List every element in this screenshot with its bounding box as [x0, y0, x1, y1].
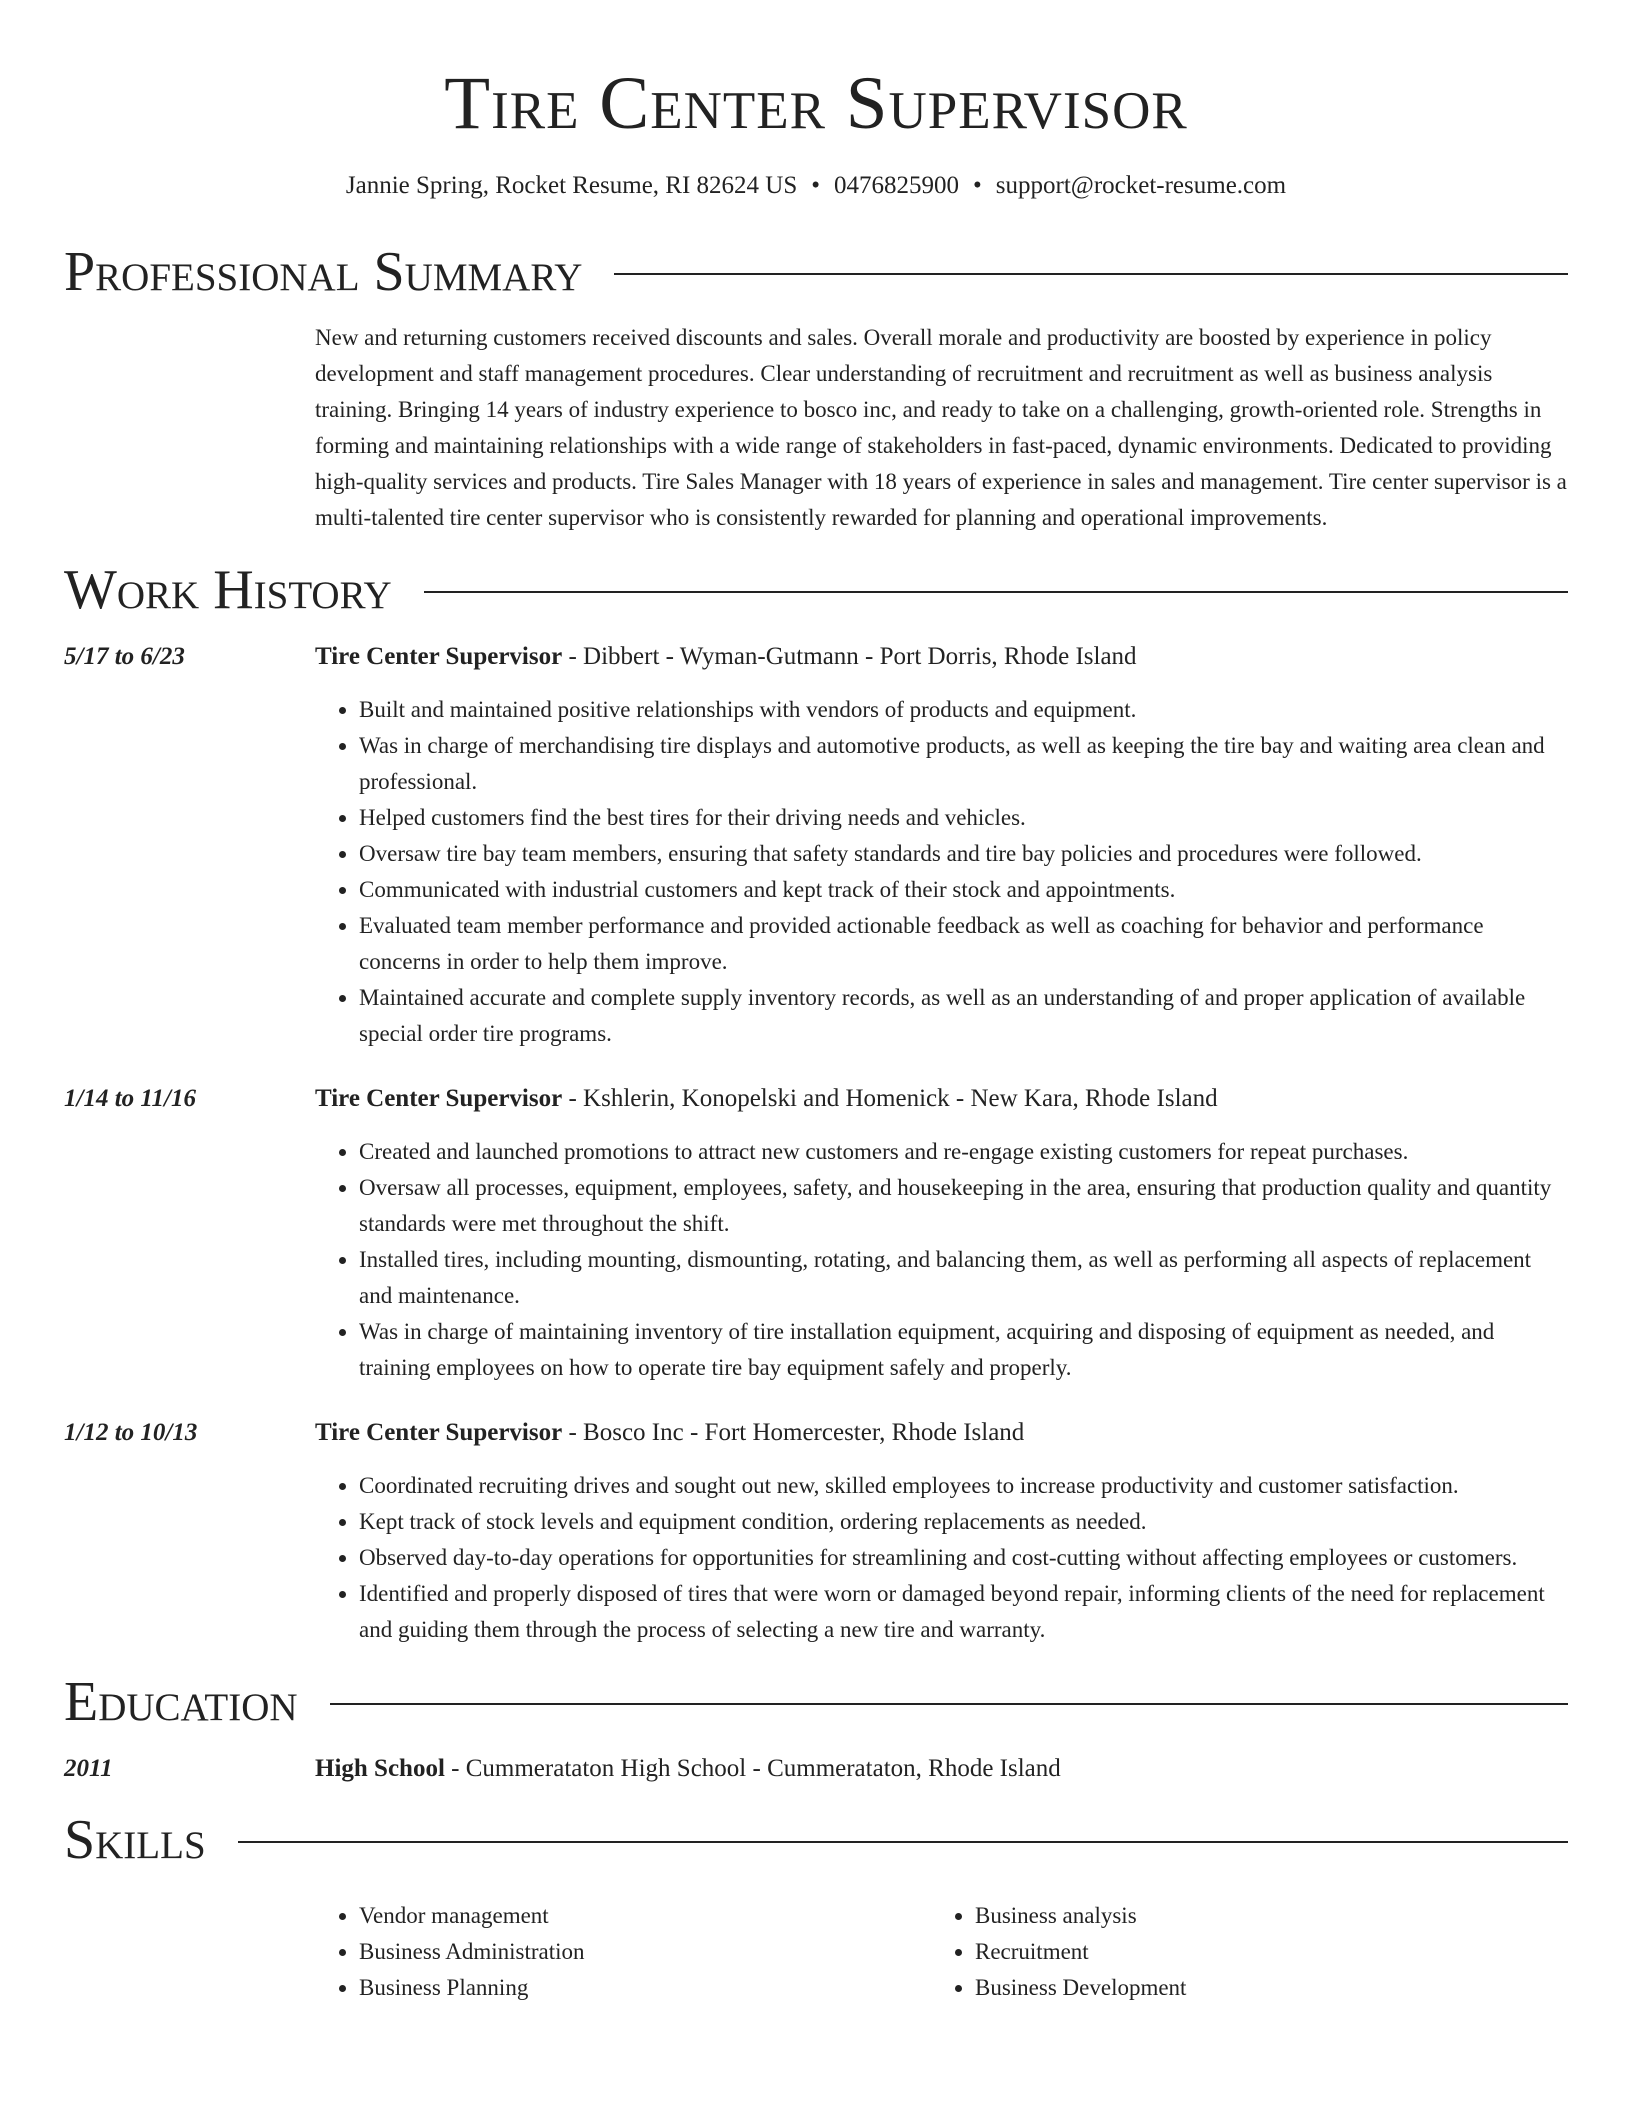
job-bullet: • Helped customers find the best tires for their driving needs and vehicles.	[359, 800, 1568, 836]
contact-separator: •	[973, 172, 982, 199]
contact-phone: 0476825900	[834, 172, 960, 199]
skill-item: • Business Planning	[359, 1970, 931, 2006]
section-title-skills: Skills	[64, 1809, 206, 1871]
resume-name: Tire Center Supervisor	[444, 62, 1188, 145]
skills-bullets	[315, 1898, 931, 2006]
job-bullet: • Installed tires, including mounting, dismounting, rotating, and balancing them, as well as performing all aspects of replacement and maintenance.	[359, 1242, 1568, 1314]
job-date: 5/17 to 6/23	[64, 643, 185, 670]
job-entry	[64, 640, 1568, 1052]
job-bullet: • Was in charge of maintaining inventory of tire installation equipment, acquiring and disposing of equipment as needed, and training employees on how to operate tire bay equipment safely and properly.	[359, 1314, 1568, 1386]
education-section	[64, 1670, 1568, 1786]
education-entry	[64, 1752, 1568, 1786]
job-bullet: • Observed day-to-day operations for opportunities for streamlining and cost-cutting without affecting employees or customers.	[359, 1540, 1568, 1576]
job-details: - Kshlerin, Konopelski and Homenick - New Kara, Rhode Island	[562, 1085, 1218, 1112]
job-body	[315, 1082, 1568, 1386]
job-date: 1/12 to 10/13	[64, 1419, 198, 1446]
job-bullet: • Coordinated recruiting drives and sought out new, skilled employees to increase productivity and customer satisfaction.	[359, 1468, 1568, 1504]
job-entry	[64, 1082, 1568, 1386]
contact-separator: •	[811, 172, 821, 199]
section-title-education: Education	[64, 1671, 298, 1733]
section-divider	[238, 1841, 1568, 1843]
section-header	[64, 558, 1568, 622]
contact-email: support@rocket-resume.com	[995, 172, 1287, 199]
job-bullet: • Built and maintained positive relationships with vendors of products and equipment.	[359, 692, 1568, 728]
job-bullets	[315, 1468, 1568, 1648]
education-details: - Cummerataton High School - Cummerataton, Rhode Island	[444, 1755, 1061, 1782]
job-bullet: • Communicated with industrial customers and kept track of their stock and appointments.	[359, 872, 1568, 908]
education-degree: High School	[315, 1755, 445, 1782]
job-bullet: • Oversaw all processes, equipment, employees, safety, and housekeeping in the area, ensuring that production quality and quantity standards were met throughout the shift.	[359, 1170, 1568, 1242]
section-title-work-history: Work History	[64, 559, 392, 621]
job-bullets	[315, 692, 1568, 1052]
skill-item: • Business Development	[975, 1970, 1547, 2006]
job-bullet: • Kept track of stock levels and equipment condition, ordering replacements as needed.	[359, 1504, 1568, 1540]
skill-item: • Recruitment	[975, 1934, 1547, 1970]
skills-list	[315, 1890, 1568, 2006]
job-bullet: • Evaluated team member performance and provided actionable feedback as well as coaching for behavior and performance concerns in order to help them improve.	[359, 908, 1568, 980]
resume-header	[64, 60, 1568, 202]
job-role: Tire Center Supervisor	[315, 643, 563, 670]
job-bullet: • Maintained accurate and complete supply inventory records, as well as an understanding of and proper application of available special order tire programs.	[359, 980, 1568, 1052]
job-role: Tire Center Supervisor	[315, 1419, 563, 1446]
section-header	[64, 240, 1568, 304]
skills-bullets	[931, 1898, 1547, 2006]
job-entry	[64, 1416, 1568, 1648]
job-body	[315, 1416, 1568, 1648]
summary-text: New and returning customers received discounts and sales. Overall morale and productivity are boosted by experience in policy development and staff management procedures. Clear understanding of recruitment and recruitment as well as business analysis training. Bringing 14 years of industry experience to bosco inc, and ready to take on a challenging, growth-oriented role. Strengths in forming and maintaining relationships with a wide range of stakeholders in fast-paced, dynamic environments. Dedicated to providing high-quality services and products. Tire Sales Manager with 18 years of experience in sales and management. Tire center supervisor is a multi-talented tire center supervisor who is consistently rewarded for planning and operational improvements.	[315, 325, 1567, 530]
job-bullet: • Oversaw tire bay team members, ensuring that safety standards and tire bay policies and procedures were followed.	[359, 836, 1568, 872]
summary-section	[64, 240, 1568, 536]
section-header	[64, 1808, 1568, 1872]
job-details: - Dibbert - Wyman-Gutmann - Port Dorris, Rhode Island	[562, 643, 1137, 670]
job-title-line	[315, 1416, 1568, 1450]
section-divider	[424, 591, 1568, 593]
section-title-summary: Professional Summary	[64, 241, 583, 303]
job-title-line	[315, 1082, 1568, 1116]
section-divider	[614, 273, 1568, 275]
job-title-line	[315, 640, 1568, 674]
job-body	[315, 640, 1568, 1052]
section-divider	[330, 1703, 1568, 1705]
job-bullet: • Created and launched promotions to attract new customers and re-engage existing customers for repeat purchases.	[359, 1134, 1568, 1170]
skill-item: • Business Administration	[359, 1934, 931, 1970]
job-details: - Bosco Inc - Fort Homercester, Rhode Island	[562, 1419, 1025, 1446]
job-bullet: • Was in charge of merchandising tire displays and automotive products, as well as keeping the tire bay and waiting area clean and professional.	[359, 728, 1568, 800]
skills-column-left	[315, 1890, 931, 2006]
skills-section	[64, 1808, 1568, 2006]
section-header	[64, 1670, 1568, 1734]
skill-item: • Vendor management	[359, 1898, 931, 1934]
education-body	[315, 1752, 1568, 1786]
work-history-section	[64, 558, 1568, 1648]
job-bullet: • Identified and properly disposed of tires that were worn or damaged beyond repair, informing clients of the need for replacement and guiding them through the process of selecting a new tire and warranty.	[359, 1576, 1568, 1648]
education-date: 2011	[64, 1755, 113, 1782]
skills-column-right	[931, 1890, 1547, 2006]
job-bullets	[315, 1134, 1568, 1386]
contact-line	[64, 170, 1568, 202]
skill-item: • Business analysis	[975, 1898, 1547, 1934]
job-date: 1/14 to 11/16	[64, 1085, 196, 1112]
job-role: Tire Center Supervisor	[315, 1085, 563, 1112]
contact-address: Jannie Spring, Rocket Resume, RI 82624 US	[345, 172, 798, 199]
